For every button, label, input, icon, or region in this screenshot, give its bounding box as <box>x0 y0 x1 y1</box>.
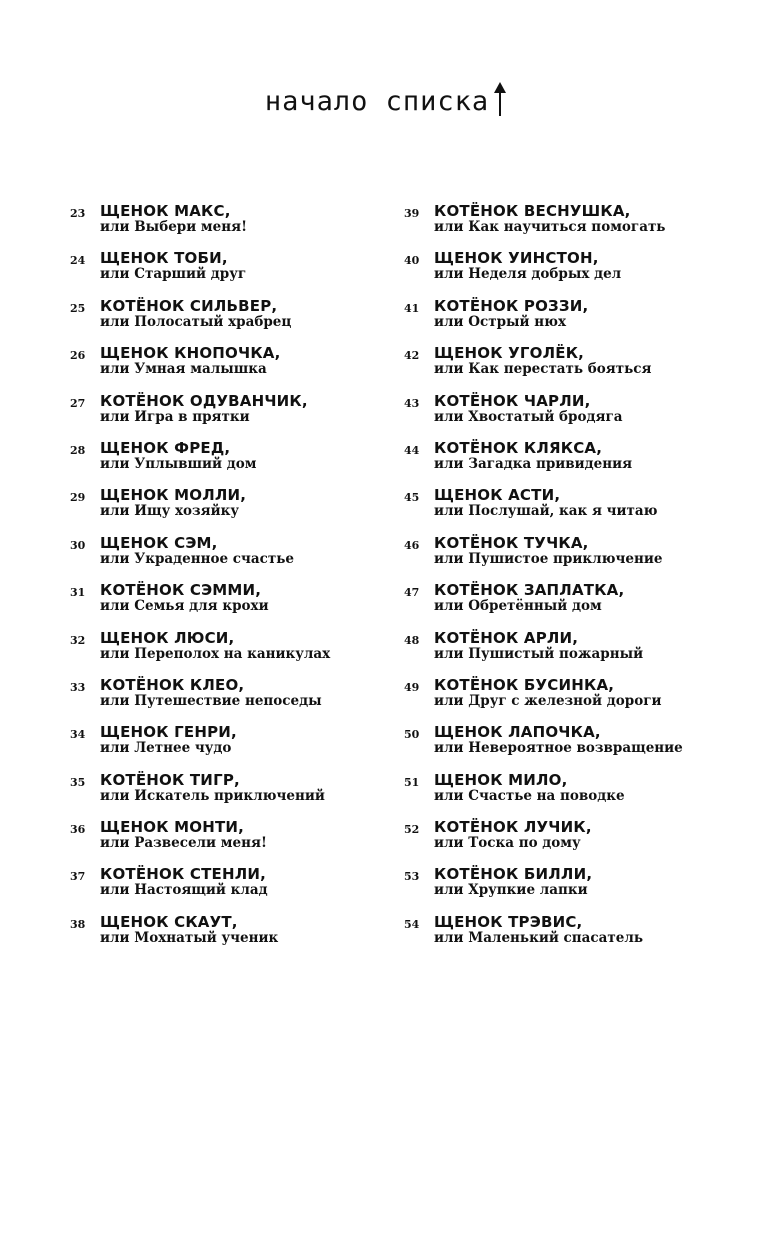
entry-subtitle: или Полосатый храбрец <box>100 313 292 330</box>
entry-number: 36 <box>70 823 86 837</box>
list-item <box>70 295 390 342</box>
entry-subtitle: или Невероятное возвращение <box>434 740 683 757</box>
entry-subtitle: или Мохнатый ученик <box>100 929 279 946</box>
entry-number: 42 <box>404 349 420 363</box>
entry-number: 46 <box>404 538 420 552</box>
entry-subtitle: или Выбери меня! <box>100 219 248 235</box>
entry-title: ЩЕНОК ТОБИ, <box>100 249 228 268</box>
entry-number: 47 <box>404 586 420 600</box>
entry-title: КОТЁНОК КЛЕО, <box>100 675 245 694</box>
list-column-right <box>404 200 734 958</box>
entry-number: 43 <box>404 396 420 410</box>
entry-title: ЩЕНОК СКАУТ, <box>100 912 238 931</box>
entry-title: КОТЁНОК ОДУВАНЧИК, <box>100 391 308 410</box>
list-item <box>404 200 734 247</box>
entry-title: КОТЁНОК БИЛЛИ, <box>434 865 593 884</box>
entry-number: 41 <box>404 301 420 315</box>
list-item <box>404 863 734 910</box>
entry-subtitle: или Тоска по дому <box>434 835 581 852</box>
list-item <box>70 437 390 484</box>
list-item <box>404 579 734 626</box>
list-item <box>404 484 734 531</box>
entry-number: 37 <box>70 870 86 884</box>
entry-number: 48 <box>404 633 420 647</box>
entry-subtitle: или Путешествие непоседы <box>100 692 322 709</box>
entry-subtitle: или Ищу хозяйку <box>100 503 239 520</box>
entry-subtitle: или Загадка привидения <box>434 455 633 472</box>
list-item <box>70 200 390 247</box>
entry-subtitle: или Украденное счастье <box>100 550 294 567</box>
list-item <box>70 247 390 294</box>
entry-title: ЩЕНОК МОНТИ, <box>100 818 245 837</box>
entry-number: 35 <box>70 775 86 789</box>
entry-number: 54 <box>404 917 420 931</box>
entry-subtitle: или Как научиться помогать <box>434 219 666 235</box>
entry-number: 31 <box>70 586 86 600</box>
entry-subtitle: или Острый нюх <box>434 313 567 330</box>
entry-number: 29 <box>70 491 86 505</box>
entry-subtitle: или Хрупкие лапки <box>434 882 588 899</box>
list-item <box>70 769 390 816</box>
arrow-up-icon <box>493 82 507 116</box>
entry-number: 34 <box>70 728 86 742</box>
entry-title: КОТЁНОК СЭММИ, <box>100 581 262 600</box>
entry-subtitle: или Неделя добрых дел <box>434 266 622 283</box>
entry-number: 23 <box>70 207 86 220</box>
entry-title: ЩЕНОК ТРЭВИС, <box>434 912 583 931</box>
entry-title: ЩЕНОК МИЛО, <box>434 770 568 789</box>
list-item <box>404 437 734 484</box>
list-item <box>70 721 390 768</box>
list-item <box>404 390 734 437</box>
entry-subtitle: или Развесели меня! <box>100 835 267 852</box>
list-item <box>70 390 390 437</box>
entry-number: 52 <box>404 823 420 837</box>
list-item <box>70 532 390 579</box>
entry-title: КОТЁНОК КЛЯКСА, <box>434 438 603 457</box>
entry-title: КОТЁНОК СИЛЬВЕР, <box>100 296 278 315</box>
entry-number: 28 <box>70 443 86 457</box>
entry-subtitle: или Пушистое приключение <box>434 550 663 567</box>
list-item <box>70 674 390 721</box>
list-item <box>404 342 734 389</box>
entry-number: 27 <box>70 396 86 410</box>
entry-title: ЩЕНОК ЛАПОЧКА, <box>434 723 601 742</box>
list-column-left <box>70 200 390 958</box>
entry-subtitle: или Хвостатый бродяга <box>434 408 623 425</box>
entry-number: 39 <box>404 207 420 220</box>
list-item <box>70 627 390 674</box>
list-item <box>70 579 390 626</box>
entry-subtitle: или Уплывший дом <box>100 455 257 472</box>
entry-title: ЩЕНОК ГЕНРИ, <box>100 723 237 742</box>
entry-number: 53 <box>404 870 420 884</box>
entry-title: ЩЕНОК АСТИ, <box>434 486 561 505</box>
entry-subtitle: или Летнее чудо <box>100 740 232 757</box>
entry-subtitle: или Как перестать бояться <box>434 361 652 378</box>
entry-title: ЩЕНОК УГОЛЁК, <box>434 344 585 363</box>
entry-title: КОТЁНОК ЧАРЛИ, <box>434 391 591 410</box>
entry-subtitle: или Игра в прятки <box>100 408 250 425</box>
entry-number: 49 <box>404 680 420 694</box>
list-item <box>404 769 734 816</box>
entry-subtitle: или Переполох на каникулах <box>100 645 331 662</box>
entry-title: КОТЁНОК АРЛИ, <box>434 628 579 647</box>
entry-title: ЩЕНОК ФРЕД, <box>100 438 231 457</box>
list-item <box>404 295 734 342</box>
entry-title: КОТЁНОК ТИГР, <box>100 770 240 789</box>
entry-subtitle: или Счастье на поводке <box>434 787 625 804</box>
entry-subtitle: или Пушистый пожарный <box>434 645 644 662</box>
entry-subtitle: или Друг с железной дороги <box>434 692 662 709</box>
list-item <box>70 484 390 531</box>
entry-subtitle: или Умная малышка <box>100 361 267 378</box>
entry-title: КОТЁНОК ЗАПЛАТКА, <box>434 581 625 600</box>
entry-subtitle: или Семья для крохи <box>100 598 269 615</box>
entry-number: 38 <box>70 917 86 931</box>
list-item <box>404 911 734 958</box>
list-item <box>70 342 390 389</box>
entry-number: 44 <box>404 443 420 457</box>
entry-subtitle: или Маленький спасатель <box>434 929 644 946</box>
list-item <box>404 627 734 674</box>
entry-title: ЩЕНОК ЛЮСИ, <box>100 628 235 647</box>
page-header <box>0 86 768 117</box>
entry-number: 33 <box>70 680 86 694</box>
list-item <box>404 247 734 294</box>
entry-subtitle: или Обретённый дом <box>434 598 602 615</box>
page-title <box>265 86 503 117</box>
entry-title: КОТЁНОК СТЕНЛИ, <box>100 865 267 884</box>
entry-title: КОТЁНОК БУСИНКА, <box>434 675 615 694</box>
entry-number: 26 <box>70 349 86 363</box>
list-item <box>70 816 390 863</box>
list-item <box>404 721 734 768</box>
list-item <box>70 911 390 958</box>
entry-number: 24 <box>70 254 86 268</box>
entry-title: ЩЕНОК КНОПОЧКА, <box>100 344 281 363</box>
entry-title: КОТЁНОК ВЕСНУШКА, <box>434 202 631 220</box>
list-item <box>404 674 734 721</box>
list-item <box>70 863 390 910</box>
entry-subtitle: или Послушай, как я читаю <box>434 503 658 520</box>
entry-subtitle: или Искатель приключений <box>100 787 325 804</box>
entry-number: 30 <box>70 538 86 552</box>
entry-number: 25 <box>70 301 86 315</box>
entry-title: КОТЁНОК ЛУЧИК, <box>434 818 592 837</box>
entry-number: 50 <box>404 728 420 742</box>
list-item <box>404 532 734 579</box>
entry-title: ЩЕНОК МОЛЛИ, <box>100 486 247 505</box>
entry-number: 45 <box>404 491 420 505</box>
entry-subtitle: или Старший друг <box>100 266 247 283</box>
entry-number: 32 <box>70 633 86 647</box>
entry-number: 40 <box>404 254 420 268</box>
entry-title: ЩЕНОК УИНСТОН, <box>434 249 599 268</box>
entry-subtitle: или Настоящий клад <box>100 882 268 899</box>
entry-title: КОТЁНОК ТУЧКА, <box>434 533 589 552</box>
page-title-text: начало списка <box>264 86 490 117</box>
entry-number: 51 <box>404 775 420 789</box>
entry-title: ЩЕНОК СЭМ, <box>100 533 218 552</box>
list-item <box>404 816 734 863</box>
entry-title: КОТЁНОК РОЗЗИ, <box>434 296 589 315</box>
entry-title: ЩЕНОК МАКС, <box>100 202 231 220</box>
